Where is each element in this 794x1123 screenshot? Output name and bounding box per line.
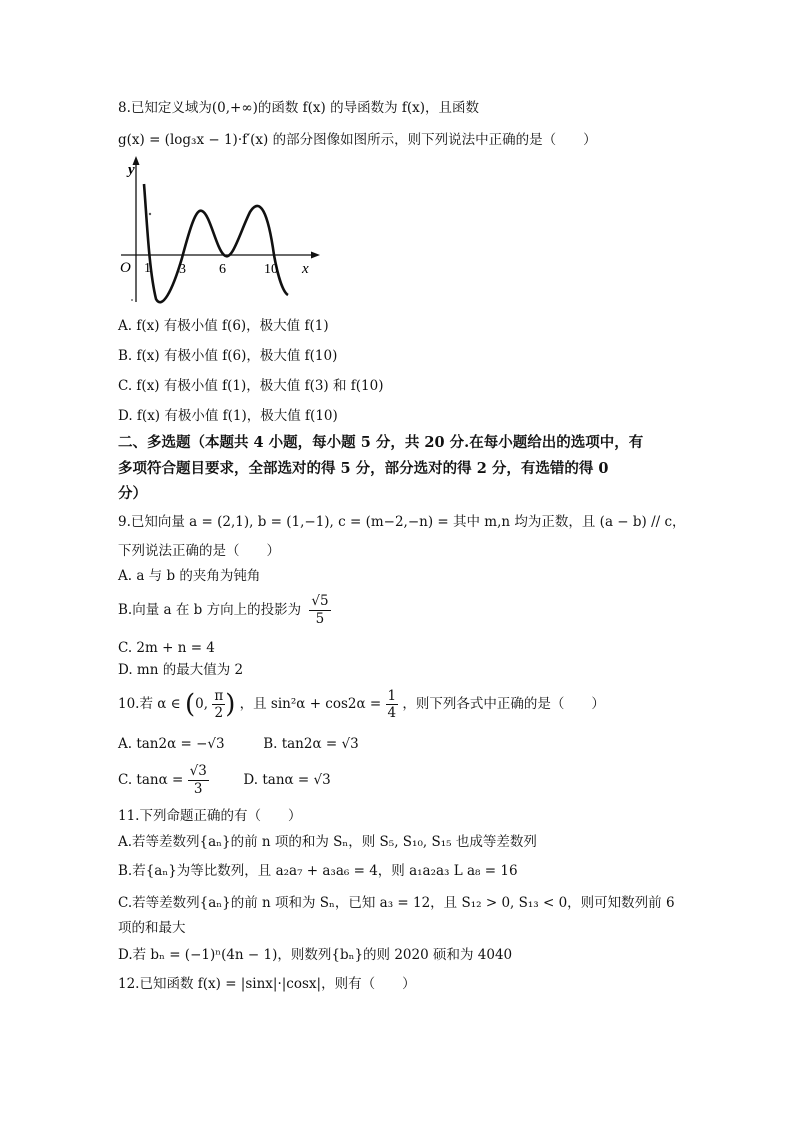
q10-value-numerator: 1 [387, 688, 397, 704]
origin-label: O [120, 260, 131, 276]
q11-stem: 11.下列命题正确的有（ ） [118, 808, 302, 824]
q10-mid: ，且 sin²α + cos2α = [239, 696, 382, 712]
q11-option-d: D.若 bₙ = (−1)ⁿ(4n − 1)，则数列{bₙ}的则 2020 硕和为 4040 [118, 947, 513, 963]
q11-option-a: A.若等差数列{aₙ}的前 n 项的和为 Sₙ，则 S₅, S₁₀, S₁₅ 也成等差数列 [118, 834, 537, 850]
q12-stem: 12.已知函数 f(x) = |sinx|·|cosx|，则有（ ） [118, 976, 416, 992]
q11-option-b: B.若{aₙ}为等比数列，且 a₂a₇ + a₃a₆ = 4，则 a₁a₂a₃ L a₈ = 16 [118, 863, 518, 879]
q10-option-a: A. tan2α = −√3 [118, 736, 225, 752]
q10-option-d: D. tanα = √3 [243, 772, 331, 788]
q10-option-c-denominator: 3 [193, 781, 203, 797]
tick-label-1: 1 [144, 261, 151, 276]
section2-line2: 多项符合题目要求，全部选对的得 5 分，部分选对的得 2 分，有选错的得 0 [118, 460, 609, 477]
section2-line3: 分） [118, 485, 147, 502]
q9-stem-line2: 下列说法正确的是（ ） [118, 543, 280, 559]
tick-label-6: 6 [219, 262, 226, 277]
q9-option-b [118, 593, 331, 628]
q10-options-cd [118, 763, 331, 798]
x-axis-arrow [311, 252, 320, 259]
q11-option-c-line1: C.若等差数列{aₙ}的前 n 项和为 Sₙ，已知 a₃ = 12，且 S₁₂ > 0, S₁₃ < 0，则可知数列前 6 [118, 895, 675, 911]
q10-option-c-fraction [188, 763, 209, 798]
q10-interval-fraction [212, 688, 225, 721]
q10-option-c-text: C. tanα = [118, 772, 184, 788]
x-label: x [302, 261, 309, 277]
q8-option-d: D. f(x) 有极小值 f(1)，极大值 f(10) [118, 408, 338, 424]
q9-option-a: A. a 与 b 的夹角为钝角 [118, 568, 261, 584]
q10-interval-numerator: π [214, 688, 224, 704]
q10-suffix: ，则下列各式中正确的是（ ） [402, 696, 605, 712]
q10-option-c-numerator: √3 [189, 763, 207, 779]
q9-option-c: C. 2m + n = 4 [118, 640, 215, 656]
q10-prefix: 10.若 α ∈ [118, 696, 181, 712]
q8-option-c: C. f(x) 有极小值 f(1)，极大值 f(3) 和 f(10) [118, 378, 384, 394]
q9-option-b-fraction [309, 593, 330, 628]
q10-options-ab [118, 734, 359, 754]
tick-label-3: 3 [179, 262, 186, 277]
q8-option-a: A. f(x) 有极小值 f(6)，极大值 f(1) [118, 318, 329, 334]
q9-option-b-numerator: √5 [311, 593, 329, 609]
g-curve [144, 184, 288, 302]
q10-option-b: B. tan2α = √3 [263, 736, 359, 752]
tick-label-10: 10 [264, 262, 278, 277]
q9-option-b-text: B.向量 a 在 b 方向上的投影为 [118, 602, 302, 618]
q8-function-graph [116, 152, 326, 307]
q11-option-c-line2: 项的和最大 [118, 920, 186, 936]
q9-option-b-denominator: 5 [315, 611, 325, 627]
section2-line1: 二、多选题（本题共 4 小题，每小题 5 分，共 20 分.在每小题给出的选项中，有 [118, 434, 644, 451]
q10-interval-left: 0, [195, 696, 209, 712]
q10-stem: 10.若 α ∈ (0, $\frac{\pi}{2}$ ) ，且 sin²α + cos2α = $\frac{1}{4}$ ，则下列各式中正确的是（ ） [118, 688, 605, 721]
q9-option-d: D. mn 的最大值为 2 [118, 662, 244, 678]
q10-value-fraction [386, 688, 399, 721]
q9-stem-line1: 9.已知向量 a = (2,1), b = (1,−1), c = (m−2,−n) = 其中 m,n 均为正数，且 (a − b) // c， [118, 514, 686, 530]
q10-value-denominator: 4 [387, 705, 397, 721]
q8-option-b: B. f(x) 有极小值 f(6)，极大值 f(10) [118, 348, 338, 364]
y-label: y [128, 162, 135, 178]
q8-stem-line2: g(x) = (log₃x − 1)·f′(x) 的部分图像如图所示，则下列说法中正确的是（ ） [118, 132, 597, 148]
q10-interval-denominator: 2 [214, 705, 224, 721]
q8-stem-line1: 8.已知定义域为(0,+∞)的函数 f(x) 的导函数为 f(x)，且函数 [118, 100, 480, 116]
